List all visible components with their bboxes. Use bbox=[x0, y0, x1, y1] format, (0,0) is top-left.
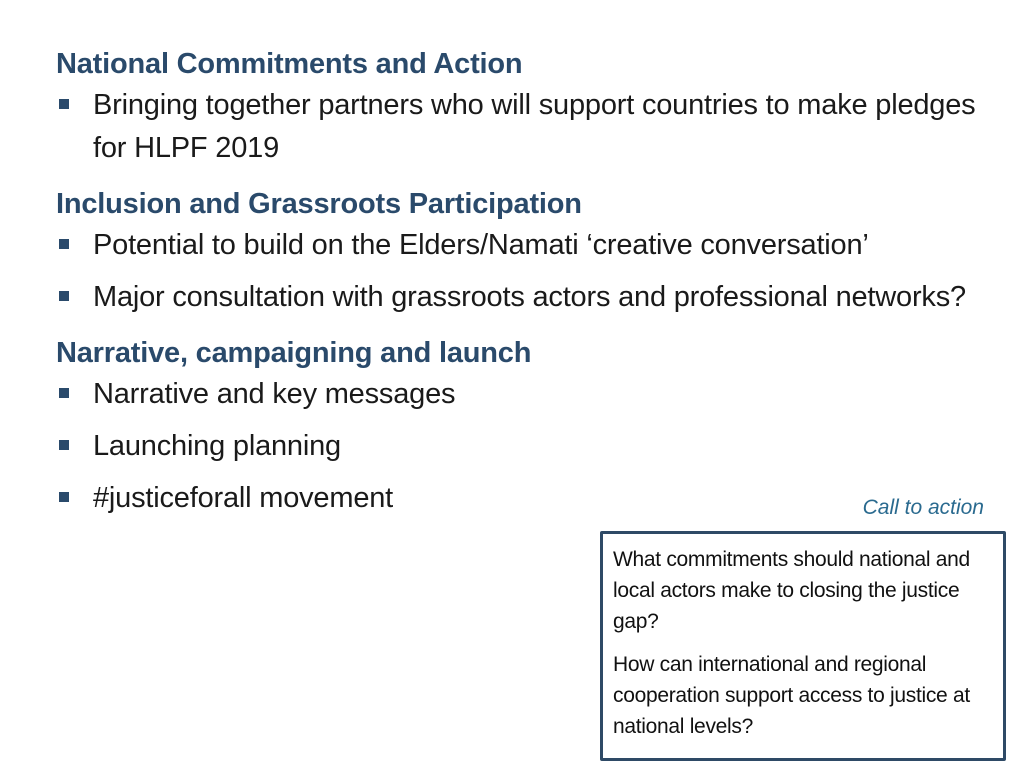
bullet-list bbox=[56, 373, 976, 520]
cta-question: How can international and regional cooperation support access to justice at national levels? bbox=[613, 653, 970, 738]
square-bullet-icon bbox=[59, 440, 69, 450]
slide-content bbox=[56, 44, 976, 534]
bullet-text: #justiceforall movement bbox=[93, 482, 394, 514]
bullet-text: Major consultation with grassroots actors and professional networks? bbox=[93, 281, 966, 313]
square-bullet-icon bbox=[59, 99, 69, 109]
section-heading: Inclusion and Grassroots Participation bbox=[56, 188, 582, 220]
call-to-action-label: Call to action bbox=[862, 496, 984, 519]
square-bullet-icon bbox=[59, 291, 69, 301]
square-bullet-icon bbox=[59, 239, 69, 249]
bullet-list bbox=[56, 224, 976, 319]
section-national-commitments bbox=[56, 44, 976, 170]
square-bullet-icon bbox=[59, 492, 69, 502]
bullet-text: Narrative and key messages bbox=[93, 378, 456, 410]
bullet-list bbox=[56, 84, 976, 170]
section-heading: National Commitments and Action bbox=[56, 48, 523, 80]
section-inclusion-grassroots bbox=[56, 184, 976, 319]
bullet-text: Potential to build on the Elders/Namati ‘creative conversation’ bbox=[93, 229, 869, 261]
bullet-item bbox=[56, 477, 976, 520]
bullet-text: Launching planning bbox=[93, 430, 341, 462]
section-narrative-campaigning bbox=[56, 333, 976, 520]
call-to-action-box bbox=[600, 531, 1006, 761]
bullet-item bbox=[56, 425, 976, 468]
bullet-item bbox=[56, 373, 976, 416]
square-bullet-icon bbox=[59, 388, 69, 398]
bullet-item bbox=[56, 276, 976, 319]
section-heading: Narrative, campaigning and launch bbox=[56, 337, 532, 369]
bullet-item bbox=[56, 84, 976, 170]
cta-question: What commitments should national and local actors make to closing the justice gap? bbox=[613, 548, 970, 633]
bullet-item bbox=[56, 224, 976, 267]
bullet-text: Bringing together partners who will support countries to make pledges for HLPF 2019 bbox=[93, 89, 976, 164]
